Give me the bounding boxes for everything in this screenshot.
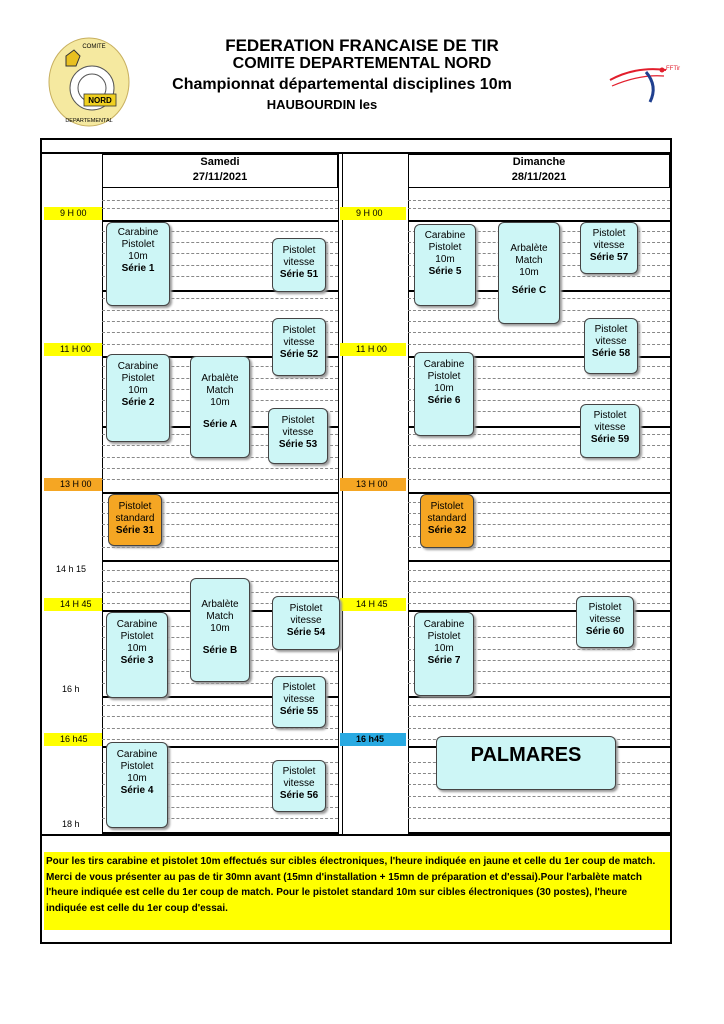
session-line: vitesse <box>283 694 315 705</box>
grid-line <box>408 592 670 593</box>
session-line: Pistolet <box>430 501 464 512</box>
day-sat-name: Samedi <box>200 156 240 168</box>
session-serie-60 <box>576 596 634 648</box>
session-line: vitesse <box>283 778 315 789</box>
session-line: Pistolet <box>428 242 462 253</box>
grid-line <box>102 208 338 209</box>
grid-line <box>102 200 338 201</box>
session-line: Pistolet <box>282 766 316 777</box>
grid-line <box>408 581 670 582</box>
grid-line <box>408 468 670 469</box>
col-divider-sun-left <box>408 188 409 834</box>
session-serie-52 <box>272 318 326 376</box>
session-line: vitesse <box>290 615 322 626</box>
session-serie-59 <box>580 404 640 458</box>
session-line: standard <box>427 513 467 524</box>
session-serie: Série 57 <box>589 252 629 263</box>
time-14h15: 14 h 15 <box>56 564 87 574</box>
session-line: Carabine <box>423 359 465 370</box>
svg-text:DEPARTEMENTAL: DEPARTEMENTAL <box>65 118 113 124</box>
session-line: 10m <box>434 643 454 654</box>
session-serie-6 <box>414 352 474 436</box>
grid-line <box>408 570 670 571</box>
session-line: vitesse <box>283 257 315 268</box>
session-serie-57 <box>580 222 638 274</box>
grid-line <box>102 570 338 571</box>
session-serie-A <box>190 356 250 458</box>
session-serie: Série 58 <box>591 348 631 359</box>
session-line: Carabine <box>117 361 159 372</box>
session-line: vitesse <box>593 240 625 251</box>
session-line: Match <box>206 611 234 622</box>
session-line: Carabine <box>116 619 158 630</box>
session-serie: Série 51 <box>279 269 319 280</box>
grid-line <box>102 479 338 480</box>
session-line: Carabine <box>423 619 465 630</box>
session-serie-54 <box>272 596 340 650</box>
time-13h00-sat: 13 H 00 <box>44 478 102 491</box>
session-line: Pistolet <box>282 325 316 336</box>
session-line: vitesse <box>283 337 315 348</box>
time-9h00-sun: 9 H 00 <box>340 207 406 220</box>
time-16h: 16 h <box>62 684 80 694</box>
time-13h00-sun: 13 H 00 <box>340 478 406 491</box>
time-14h45-sat: 14 H 45 <box>44 598 102 611</box>
session-line: Pistolet <box>593 410 627 421</box>
session-line: vitesse <box>589 614 621 625</box>
session-line: Pistolet <box>281 415 315 426</box>
svg-text:FFTir: FFTir <box>666 66 681 72</box>
day-sat-date: 27/11/2021 <box>192 171 248 183</box>
session-line: 10m <box>127 643 147 654</box>
session-line: Carabine <box>424 230 466 241</box>
grid-line <box>408 705 670 706</box>
session-line: Pistolet <box>282 682 316 693</box>
session-serie-51 <box>272 238 326 292</box>
session-serie: Série 60 <box>585 626 625 637</box>
session-line: 10m <box>210 623 230 634</box>
session-serie-3 <box>106 612 168 698</box>
session-serie-58 <box>584 318 638 374</box>
title-championnat: Championnat départemental disciplines 10m <box>172 76 512 93</box>
hour-rule <box>408 696 670 698</box>
session-serie: Série B <box>202 645 238 656</box>
session-line: vitesse <box>595 336 627 347</box>
time-16h45-sat: 16 h45 <box>44 733 102 746</box>
session-line: 10m <box>210 397 230 408</box>
grid-line <box>408 818 670 819</box>
session-serie: Série 6 <box>427 395 461 406</box>
hour-rule <box>102 560 338 562</box>
session-serie: Série 56 <box>279 790 319 801</box>
session-line: vitesse <box>282 427 314 438</box>
title-federation: FEDERATION FRANCAISE DE TIR <box>225 36 499 55</box>
day-sat-header <box>102 154 338 188</box>
session-line: Pistolet <box>427 371 461 382</box>
session-serie-31 <box>108 494 162 546</box>
session-serie: Série C <box>511 285 547 296</box>
session-serie-5 <box>414 224 476 306</box>
session-serie: Série 31 <box>115 525 155 536</box>
fftir-logo <box>606 58 681 108</box>
session-line: 10m <box>128 251 148 262</box>
grid-line <box>102 468 338 469</box>
footnote: Pour les tirs carabine et pistolet 10m effectués sur cibles électroniques, l'heure indiquée en jaune et celle du 1er coup de match. Merci de vous présenter au pas de tir 30mn avant (15mn d'installation + 15mn de préparation et d'essai).Pour l'arbalète match l'heure indiquée est celle du 1er coup de match. Pour le pistolet standard 10m sur cibles électroniques (30 postes), l'heure indiquée est celle du 1er coup d'essai. <box>44 852 670 930</box>
grid-line <box>408 796 670 797</box>
col-divider-day-gap <box>342 154 343 834</box>
time-14h45-sun: 14 H 45 <box>340 598 406 611</box>
grid-line <box>408 200 670 201</box>
palmares-box: PALMARES <box>436 736 616 790</box>
session-line: Pistolet <box>594 324 628 335</box>
session-line: standard <box>115 513 155 524</box>
session-line: Carabine <box>117 227 159 238</box>
session-serie: Série 4 <box>120 785 154 796</box>
session-serie-1 <box>106 222 170 306</box>
session-serie: Série 3 <box>120 655 154 666</box>
session-line: Arbalète <box>201 599 239 610</box>
col-divider-sat-left <box>102 188 103 834</box>
time-11h00-sat: 11 H 00 <box>44 343 102 356</box>
session-serie-4 <box>106 742 168 828</box>
col-divider-sat-right <box>338 154 339 834</box>
session-line: Pistolet <box>121 239 155 250</box>
session-serie-53 <box>268 408 328 464</box>
session-line: vitesse <box>594 422 626 433</box>
grid-line <box>102 310 338 311</box>
session-serie: Série 55 <box>279 706 319 717</box>
time-9h00-sat: 9 H 00 <box>44 207 102 220</box>
session-serie-32 <box>420 494 474 548</box>
session-serie: Série 5 <box>428 266 462 277</box>
session-line: Arbalète <box>510 243 548 254</box>
session-line: Match <box>515 255 543 266</box>
session-serie-2 <box>106 354 170 442</box>
grid-line <box>102 739 338 740</box>
session-line: Pistolet <box>118 501 152 512</box>
session-line: Pistolet <box>120 761 154 772</box>
session-line: 10m <box>519 267 539 278</box>
session-line: Pistolet <box>289 603 323 614</box>
svg-text:COMITE: COMITE <box>82 44 106 50</box>
grid-line <box>408 716 670 717</box>
session-serie: Série 53 <box>278 439 318 450</box>
time-16h45-sun: 16 h45 <box>340 733 406 746</box>
title-comite: COMITE DEPARTEMENTAL NORD <box>232 55 492 72</box>
session-line: 10m <box>434 383 454 394</box>
grid-line <box>408 208 670 209</box>
svg-text:NORD: NORD <box>88 96 112 105</box>
day-sun-name: Dimanche <box>512 156 566 168</box>
time-11h00-sun: 11 H 00 <box>340 343 406 356</box>
session-serie: Série 54 <box>286 627 326 638</box>
session-line: Pistolet <box>427 631 461 642</box>
session-line: Pistolet <box>120 631 154 642</box>
session-serie-56 <box>272 760 326 812</box>
session-line: Pistolet <box>588 602 622 613</box>
grid-line <box>102 547 338 548</box>
hour-rule <box>408 560 670 562</box>
session-line: Pistolet <box>282 245 316 256</box>
session-line: 10m <box>127 773 147 784</box>
grid-line <box>408 807 670 808</box>
title-location: HAUBOURDIN les <box>266 97 378 112</box>
session-serie: Série 7 <box>427 655 461 666</box>
session-serie-C <box>498 222 560 324</box>
grid-line <box>408 479 670 480</box>
session-serie-55 <box>272 676 326 728</box>
session-line: 10m <box>128 385 148 396</box>
grid-line <box>408 728 670 729</box>
day-sun-header <box>408 154 670 188</box>
session-serie-7 <box>414 612 474 696</box>
session-serie: Série 32 <box>427 525 467 536</box>
session-line: Carabine <box>116 749 158 760</box>
time-18h: 18 h <box>62 819 80 829</box>
comite-nord-logo <box>46 36 132 128</box>
session-serie: Série A <box>202 419 238 430</box>
session-serie-B <box>190 578 250 682</box>
session-line: Pistolet <box>592 228 626 239</box>
session-serie: Série 1 <box>121 263 155 274</box>
session-line: Match <box>206 385 234 396</box>
session-serie: Série 2 <box>121 397 155 408</box>
session-line: 10m <box>435 254 455 265</box>
session-serie: Série 59 <box>590 434 630 445</box>
session-line: Arbalète <box>201 373 239 384</box>
session-line: Pistolet <box>121 373 155 384</box>
grid-line <box>102 728 338 729</box>
day-sun-date: 28/11/2021 <box>511 171 567 183</box>
session-serie: Série 52 <box>279 349 319 360</box>
schedule-bottom-rule <box>40 834 672 836</box>
